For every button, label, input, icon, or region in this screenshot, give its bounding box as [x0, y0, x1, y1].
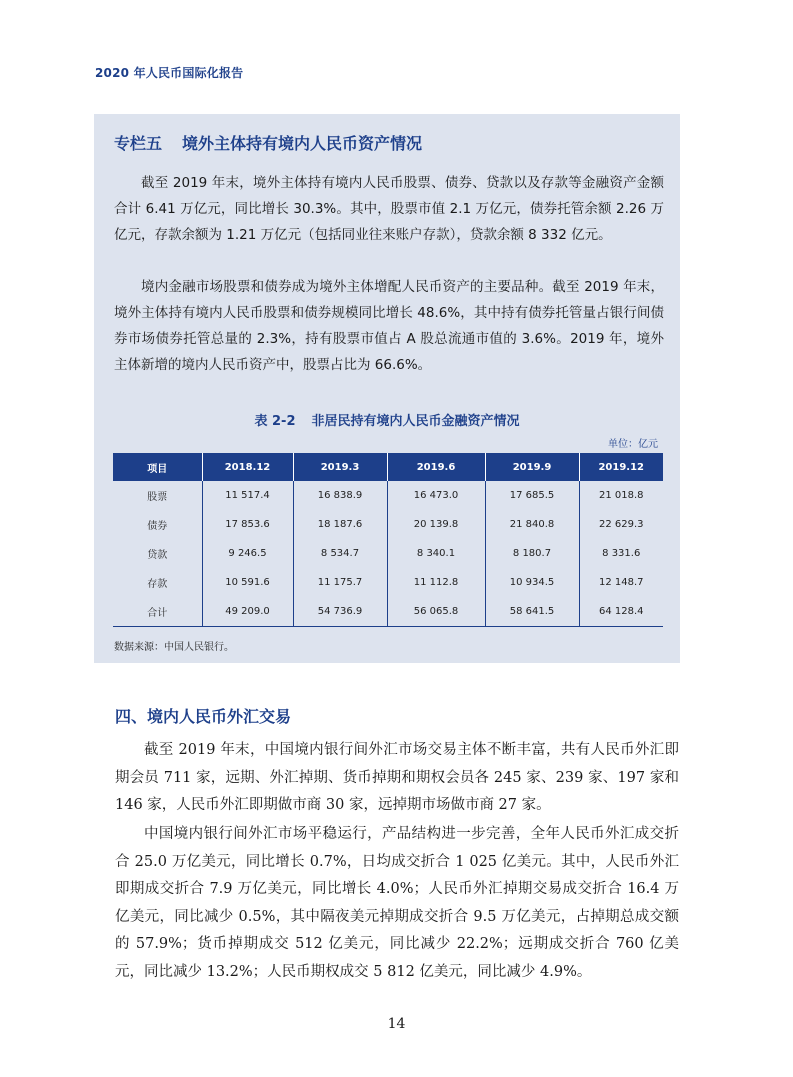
- table-caption-text: 非居民持有境内人民币金融资产情况: [311, 414, 520, 429]
- table-row: [113, 568, 663, 597]
- row-label: 存款: [147, 579, 168, 590]
- box-number: 专栏五: [114, 134, 163, 153]
- table-row-total: [113, 597, 663, 627]
- column-header: 2019.3: [293, 453, 387, 481]
- table-cell: 58 641.5: [485, 597, 579, 627]
- table-cell: 12 148.7: [579, 568, 663, 597]
- table-cell: 21 840.8: [485, 510, 579, 539]
- box-paragraph: 截至 2019 年末，境外主体持有境内人民币股票、债券、贷款以及存款等金融资产金额合计 6.41 万亿元，同比增长 30.3%。其中，股票市值 2.1 万亿元，债券托管余额 2.26 万亿元，存款余额为 1.21 万亿元（包括同业往来账户存款），贷款余额 8 332 亿元。: [114, 175, 664, 243]
- box-title-text: 境外主体持有境内人民币资产情况: [182, 134, 423, 153]
- column-header: 2018.12: [202, 453, 293, 481]
- table-row: [113, 481, 663, 510]
- table-number: 表 2-2: [254, 414, 296, 429]
- table-cell: 17 853.6: [202, 510, 293, 539]
- data-source-note: 数据来源：中国人民银行。: [114, 642, 234, 653]
- row-label: 债券: [147, 521, 168, 532]
- table-cell: 20 139.8: [387, 510, 485, 539]
- running-header: 2020 年人民币国际化报告: [95, 66, 244, 80]
- table-cell: 16 838.9: [293, 481, 387, 510]
- table-cell: 18 187.6: [293, 510, 387, 539]
- table-cell: 54 736.9: [293, 597, 387, 627]
- box-title: [114, 131, 422, 154]
- table-cell: 49 209.0: [202, 597, 293, 627]
- table-row: [113, 510, 663, 539]
- body-paragraph: 截至 2019 年末，中国境内银行间外汇市场交易主体不断丰富，共有人民币外汇即期会员 711 家，远期、外汇掉期、货币掉期和期权会员各 245 家、239 家、197 家和 146 家，人民币外汇即期做市商 30 家，远掉期市场做市商 27 家。: [115, 742, 679, 813]
- table-cell: 9 246.5: [202, 539, 293, 568]
- section-heading: 四、境内人民币外汇交易: [115, 707, 292, 726]
- column-box: [94, 114, 680, 663]
- table-cell: 11 112.8: [387, 568, 485, 597]
- table-cell: 11 517.4: [202, 481, 293, 510]
- table-cell: 16 473.0: [387, 481, 485, 510]
- table-caption: [94, 410, 680, 429]
- column-header: 2019.12: [579, 453, 663, 481]
- table-row: [113, 539, 663, 568]
- table-cell: 8 331.6: [579, 539, 663, 568]
- table-cell: 17 685.5: [485, 481, 579, 510]
- table-cell: 56 065.8: [387, 597, 485, 627]
- row-label: 贷款: [147, 550, 168, 561]
- table-cell: 8 340.1: [387, 539, 485, 568]
- table-cell: 8 534.7: [293, 539, 387, 568]
- table-cell: 21 018.8: [579, 481, 663, 510]
- column-header: 项目: [113, 453, 202, 481]
- unit-label: 单位：亿元: [608, 439, 658, 450]
- table-cell: 10 591.6: [202, 568, 293, 597]
- box-paragraph: 境内金融市场股票和债券成为境外主体增配人民币资产的主要品种。截至 2019 年末，境外主体持有境内人民币股票和债券规模同比增长 48.6%，其中持有债券托管量占银行间债券市场债券托管总量的 2.3%，持有股票市值占 A 股总流通市值的 3.6%。2019 年，境外主体新增的境内人民币资产中，股票占比为 66.6%。: [114, 279, 664, 373]
- table-cell: 8 180.7: [485, 539, 579, 568]
- table-cell: 10 934.5: [485, 568, 579, 597]
- row-label: 合计: [113, 597, 202, 627]
- row-label: 股票: [147, 492, 168, 503]
- body-paragraph: 中国境内银行间外汇市场平稳运行，产品结构进一步完善，全年人民币外汇成交折合 25.0 万亿美元，同比增长 0.7%，日均成交折合 1 025 亿美元。其中，人民币外汇即期成交折合 7.9 万亿美元，同比增长 4.0%；人民币外汇掉期交易成交折合 16.4 万亿美元，同比减少 0.5%，其中隔夜美元掉期成交折合 9.5 万亿美元，占掉期总成交额的 57.9%；货币掉期成交 512 亿美元，同比减少 22.2%；远期成交折合 760 亿美元，同比减少 13.2%；人民币期权成交 5 812 亿美元，同比减少 4.9%。: [115, 826, 679, 980]
- table-header-row: [113, 453, 663, 481]
- page-number: 14: [387, 1016, 406, 1032]
- assets-table: [113, 453, 663, 627]
- column-header: 2019.9: [485, 453, 579, 481]
- column-header: 2019.6: [387, 453, 485, 481]
- table-cell: 22 629.3: [579, 510, 663, 539]
- table-cell: 64 128.4: [579, 597, 663, 627]
- table-cell: 11 175.7: [293, 568, 387, 597]
